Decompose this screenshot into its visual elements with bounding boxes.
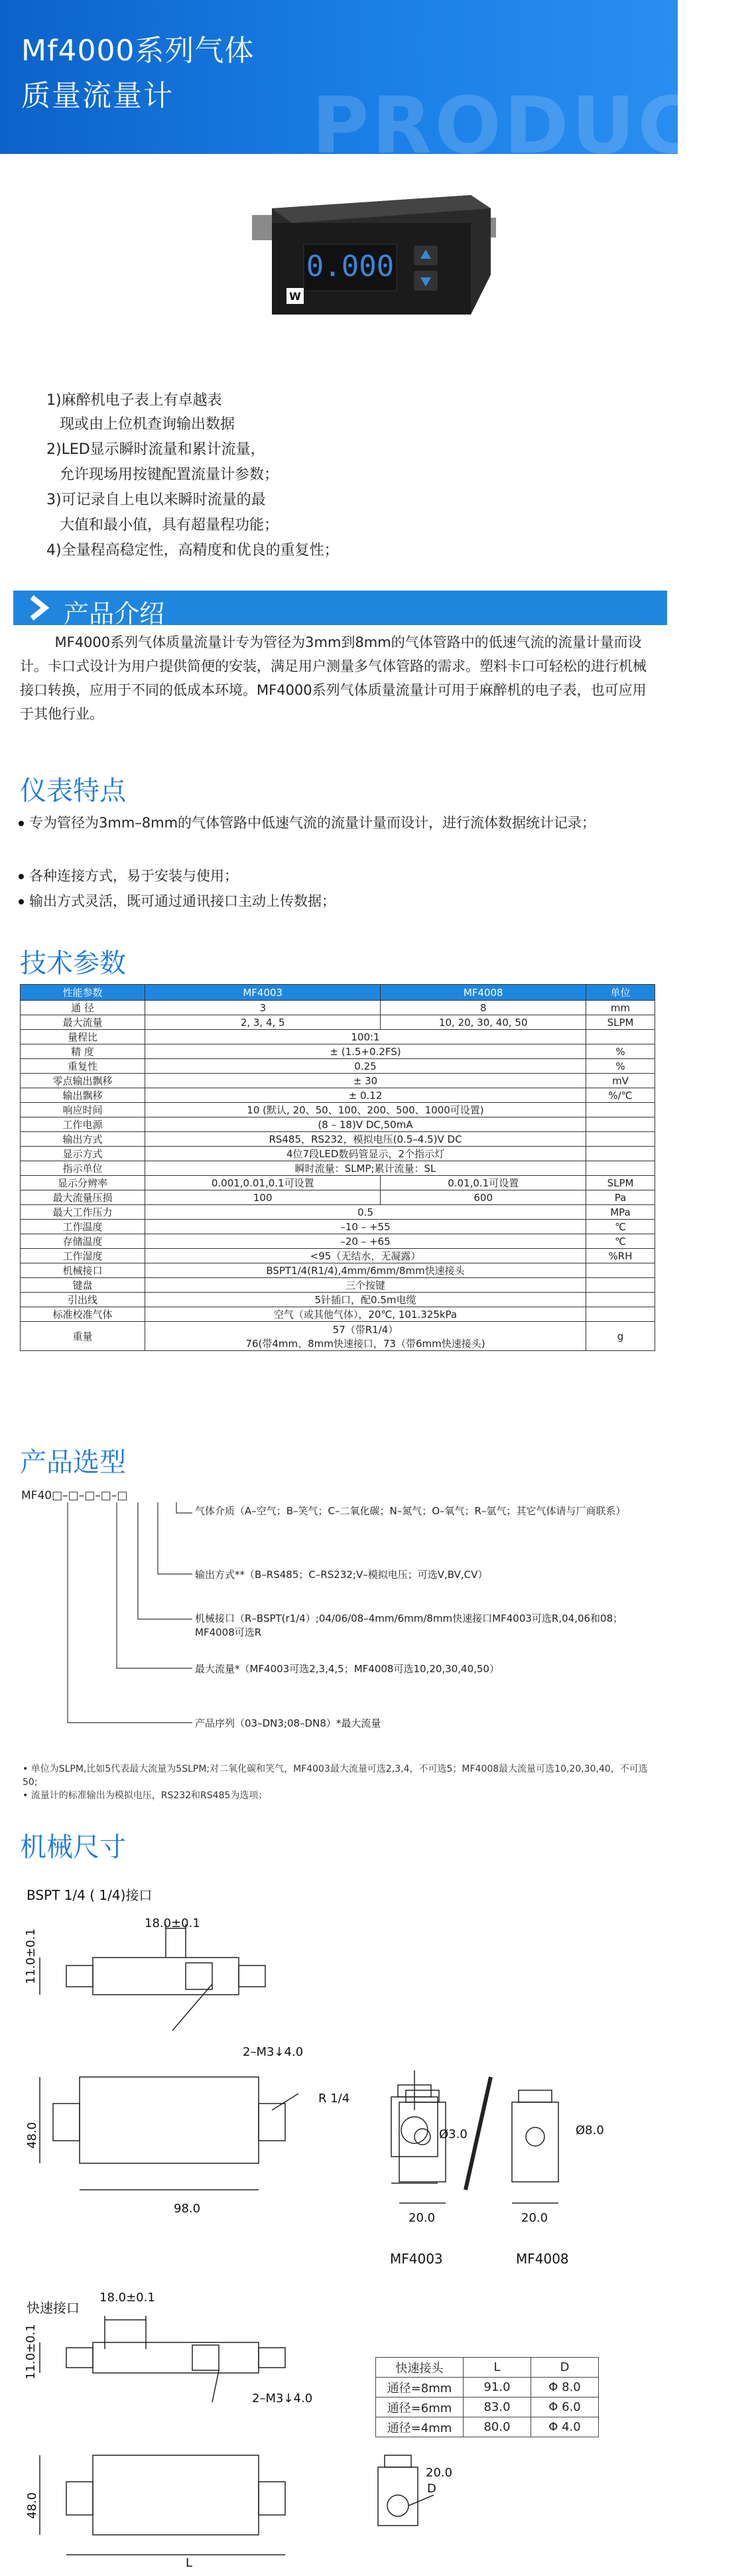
spec-unit: % [586,1044,655,1059]
qtbl-cell: 通径=8mm [376,2378,464,2397]
meter-item-2-text: 各种连接方式，易于安装与使用； [29,868,238,884]
selection-item-5: 产品序列（03–DN3;08–DN8）*最大流量 [195,1717,381,1729]
spec-unit [586,1307,655,1322]
spec-value: 三个按键 [145,1278,586,1293]
spec-unit [586,1278,655,1293]
selection-item-1: 气体介质（A–空气；B–笑气；C–二氧化碳；N–氮气；O–氧气；R–氩气；其它气体请与厂商联系） [195,1505,626,1517]
spec-row [21,1044,655,1059]
spec-unit: mV [586,1074,655,1088]
dim-g: Ø3.0 [439,2127,468,2141]
selection-code: MF40□–□–□–□–□ [21,1489,128,1502]
header-title-line1: Mf4000系列气体 [21,34,255,68]
spec-unit: Pa [586,1190,655,1205]
spec-value: ± 0.12 [145,1088,586,1103]
spec-value: RS485，RS232，模拟电压(0.5–4.5)V DC [145,1132,586,1147]
spec-row [21,1293,655,1307]
mech-sub1: BSPT 1/4 ( 1/4)接口 [27,1887,153,1903]
spec-unit: ℃ [586,1234,655,1249]
dim-i: 20.0 [408,2211,436,2225]
spec-value: BSPT1/4(R1/4),4mm/6mm/8mm快速接头 [145,1263,586,1278]
spec-value: –10 – +55 [145,1220,586,1234]
qtbl-cell: 83.0 [464,2397,531,2417]
spec-row [21,1249,655,1263]
spec-row [21,1001,655,1015]
selection-note-2-text: 流量计的标准输出为模拟电压，RS232和RS485为选项； [31,1790,268,1801]
selection-note-2: • 流量计的标准输出为模拟电压，RS232和RS485为选项； [23,1790,268,1801]
spec-label: 最大工作压力 [21,1205,145,1220]
spec-unit [586,1103,655,1117]
spec-unit: ℃ [586,1220,655,1234]
intro-text: MF4000系列气体质量流量计专为管径为3mm到8mm的气体管路中的低速气流的流量计量而设计。卡口式设计为用户提供简便的安装，满足用户测量多气体管路的需求。塑料卡口可轻松的进行机械接口转换，应用于不同的低成本环境。MF4000系列气体质量流量计可用于麻醉机的电子表，也可应用于其他行业。 [20,634,647,722]
chevron-right-icon [25,595,54,621]
selection-note-1: • 单位为SLPM,比如5代表最大流量为5SLPM;对二氧化碳和笑气，MF4003最大流量可选2,3,4，不可选5；MF4008最大流量可选10,20,30,40，不可选50; [23,1764,648,1788]
selection-item-2: 输出方式**（B–RS485；C–RS232;V–模拟电压；可选V,BV,CV） [195,1569,488,1581]
spec-row [21,1161,655,1176]
meter-item-3 [19,889,655,913]
spec-value-mf4008: 600 [381,1190,586,1205]
spec-row [21,1220,655,1234]
label-mf4008: MF4008 [516,2251,569,2267]
meter-item-2 [19,864,655,888]
spec-row [21,1278,655,1293]
quick-joint-table [375,2357,599,2437]
product-logo: W [289,290,301,303]
feature-line-7: 4)全量程高稳定性，高精度和优良的重复性； [46,542,339,559]
header-banner [0,0,754,171]
spec-label: 输出方式 [21,1132,145,1147]
bullet-icon [19,899,24,904]
meter-item-1-text: 专为管径为3mm–8mm的气体管路中低速气流的流量计量而设计，进行流体数据统计记录； [29,815,596,831]
spec-value-mf4008: 10, 20, 30, 40, 50 [381,1015,586,1030]
bullet-icon [19,821,24,826]
spec-value-mf4003: 3 [145,1001,381,1015]
drawing-quick [20,2303,365,2568]
spec-unit: g [586,1322,655,1351]
qtbl-header-cell: 快速接头 [376,2358,464,2378]
spec-value: 空气（或其他气体），20℃, 101.325kPa [145,1307,586,1322]
spec-value-mf4008: 0.01,0.1可设置 [381,1176,586,1190]
spec-label: 存储温度 [21,1234,145,1249]
spec-value: 0.25 [145,1059,586,1074]
spec-row [21,1117,655,1132]
qtbl-header-cell: L [464,2358,531,2378]
spec-label: 显示分辨率 [21,1176,145,1190]
header-bg-word: PRODUCT [312,80,754,171]
spec-label: 键盘 [21,1278,145,1293]
spec-row [21,1190,655,1205]
spec-row-weight [21,1322,655,1351]
spec-row [21,1176,655,1190]
spec-value: 0.5 [145,1205,586,1220]
spec-unit [586,1147,655,1161]
spec-label: 重量 [21,1322,145,1351]
product-screen-digits: 0.000 [306,250,395,283]
selection-item-4: 最大流量*（MF4003可选2,3,4,5；MF4008可选10,20,30,40,50） [195,1663,499,1675]
spec-header-cell: MF4008 [381,985,586,1001]
spec-value: 100:1 [145,1030,586,1044]
qtbl-cell: 通径=6mm [376,2397,464,2417]
dim-m: 18.0±0.1 [99,2291,155,2305]
spec-value: 5针插口，配0.5m电缆 [145,1293,586,1307]
mech-sub2: 快速接口 [27,2300,80,2316]
spec-row [21,1074,655,1088]
selection-title: 产品选型 [20,1447,126,1478]
dim-p: 48.0 [25,2492,39,2519]
spec-row [21,1307,655,1322]
weight-line-2: 76(带4mm、8mm快速接口，73（带6mm快速接头) [245,1337,485,1350]
spec-value-mf4003: 100 [145,1190,381,1205]
spec-unit: %/℃ [586,1088,655,1103]
dim-h: Ø8.0 [576,2123,604,2137]
spec-value: <95（无结水，无凝露） [145,1249,586,1263]
dim-b: 11.0±0.1 [24,1928,38,1984]
spec-value: –20 – +65 [145,1234,586,1249]
spec-unit [586,1293,655,1307]
spec-label: 零点输出飘移 [21,1074,145,1088]
bullet-icon [19,874,24,879]
weight-line-1: 57（带R1/4） [332,1323,399,1336]
spec-header-cell: 单位 [586,985,655,1001]
spec-label: 工作湿度 [21,1249,145,1263]
spec-label: 引出线 [21,1293,145,1307]
spec-unit [586,1030,655,1044]
spec-label: 工作电源 [21,1117,145,1132]
spec-label: 量程比 [21,1030,145,1044]
spec-label: 机械接口 [21,1263,145,1278]
dim-s: D [427,2482,436,2496]
feature-line-4: 允许现场用按键配置流量计参数； [60,466,279,483]
qtbl-cell: Φ 4.0 [531,2417,599,2437]
spec-value-weight [145,1322,586,1351]
spec-label: 精 度 [21,1044,145,1059]
spec-value: ± 30 [145,1074,586,1088]
spec-unit: % [586,1059,655,1074]
spec-table [20,984,655,1351]
dim-a: 18.0±0.1 [145,1916,200,1930]
qtbl-cell: Φ 6.0 [531,2397,599,2417]
spec-row [21,1059,655,1074]
dim-n: 11.0±0.1 [24,2324,38,2380]
spec-label: 显示方式 [21,1147,145,1161]
spec-label: 通 径 [21,1001,145,1015]
label-mf4003: MF4003 [390,2251,443,2267]
spec-unit: MPa [586,1205,655,1220]
feature-line-1: 1)麻醉机电子表上有卓越表 [46,392,222,409]
qtbl-header-cell: D [531,2358,599,2378]
drawing-quick-side [371,2449,451,2541]
selection-leader-lines [60,1501,206,1674]
drawing-side-views [391,2070,643,2223]
spec-value-mf4003: 2, 3, 4, 5 [145,1015,381,1030]
meter-title: 仪表特点 [20,776,126,806]
feature-line-6: 大值和最小值，具有超量程功能； [60,517,279,534]
dim-j: 20.0 [521,2211,548,2225]
dim-r: 20.0 [426,2466,453,2480]
spec-value: (8 – 18)V DC,50mA [145,1117,586,1132]
selection-note-1-text: 单位为SLPM,比如5代表最大流量为5SLPM;对二氧化碳和笑气，MF4003最大流量可选2,3,4，不可选5；MF4008最大流量可选10,20,30,40，不可选50; [23,1764,648,1788]
spec-row [21,1015,655,1030]
spec-value: ± (1.5+0.2FS) [145,1044,586,1059]
spec-row [21,1088,655,1103]
feature-line-5: 3)可记录自上电以来瞬时流量的最 [46,492,266,508]
spec-row [21,1205,655,1220]
spec-unit: SLPM [586,1176,655,1190]
spec-value: 10 (默认, 20、50、100、200、500、1000可设置) [145,1103,586,1117]
spec-unit [586,1263,655,1278]
spec-unit: %RH [586,1249,655,1263]
spec-row [21,1030,655,1044]
spec-label: 最大流量 [21,1015,145,1030]
qtbl-cell: 91.0 [464,2378,531,2397]
spec-unit [586,1161,655,1176]
selection-item-3: 机械接口（R–BSPT(r1/4）;04/06/08–4mm/6mm/8mm快速接口MF4003可选R,04,06和08；MF4008可选R [195,1612,623,1638]
dim-o: 2–M3↓4.0 [252,2392,313,2405]
spec-label: 指示单位 [21,1161,145,1176]
meter-item-1 [19,811,655,835]
spec-value: 瞬时流量：SLMP;累计流量：SL [145,1161,586,1176]
spec-unit: mm [586,1001,655,1015]
intro-section-bar [13,591,667,628]
spec-label: 响应时间 [21,1103,145,1117]
spec-label: 输出飘移 [21,1088,145,1103]
spec-row [21,1147,655,1161]
spec-unit [586,1117,655,1132]
spec-header-cell: MF4003 [145,985,381,1001]
dim-q: L [186,2556,193,2570]
mech-title: 机械尺寸 [20,1832,126,1863]
product-port-left [252,215,275,240]
qtbl-cell: 80.0 [464,2417,531,2437]
spec-unit: SLPM [586,1015,655,1030]
qtbl-cell: 通径=4mm [376,2417,464,2437]
dim-f: 98.0 [174,2202,201,2216]
intro-title: 产品介绍 [64,599,165,628]
product-image [225,188,517,334]
feature-line-2: 现或由上位机查询输出数据 [60,416,235,433]
spec-label: 工作温度 [21,1220,145,1234]
qtbl-row [376,2397,599,2417]
dim-d: R 1/4 [318,2092,350,2106]
header-title-line2: 质量流量计 [21,79,174,113]
tech-title: 技术参数 [20,948,126,979]
spec-value-mf4003: 0.001,0.01,0.1可设置 [145,1176,381,1190]
spec-label: 标准校准气体 [21,1307,145,1322]
spec-label: 重复性 [21,1059,145,1074]
dim-c: 2–M3↓4.0 [243,2045,304,2059]
feature-line-3: 2)LED显示瞬时流量和累计流量， [46,441,265,458]
spec-unit [586,1132,655,1147]
qtbl-row [376,2378,599,2397]
spec-row [21,1263,655,1278]
spec-row [21,1132,655,1147]
dim-e: 48.0 [25,2121,39,2149]
spec-label: 最大流量压损 [21,1190,145,1205]
qtbl-cell: Φ 8.0 [531,2378,599,2397]
spec-value-mf4008: 8 [381,1001,586,1015]
spec-row [21,1103,655,1117]
spec-header-cell: 性能参数 [21,985,145,1001]
spec-value: 4位7段LED数码管显示，2个指示灯 [145,1147,586,1161]
meter-item-3-text: 输出方式灵活，既可通过通讯接口主动上传数据； [29,893,336,909]
qtbl-row [376,2417,599,2437]
spec-row [21,1234,655,1249]
